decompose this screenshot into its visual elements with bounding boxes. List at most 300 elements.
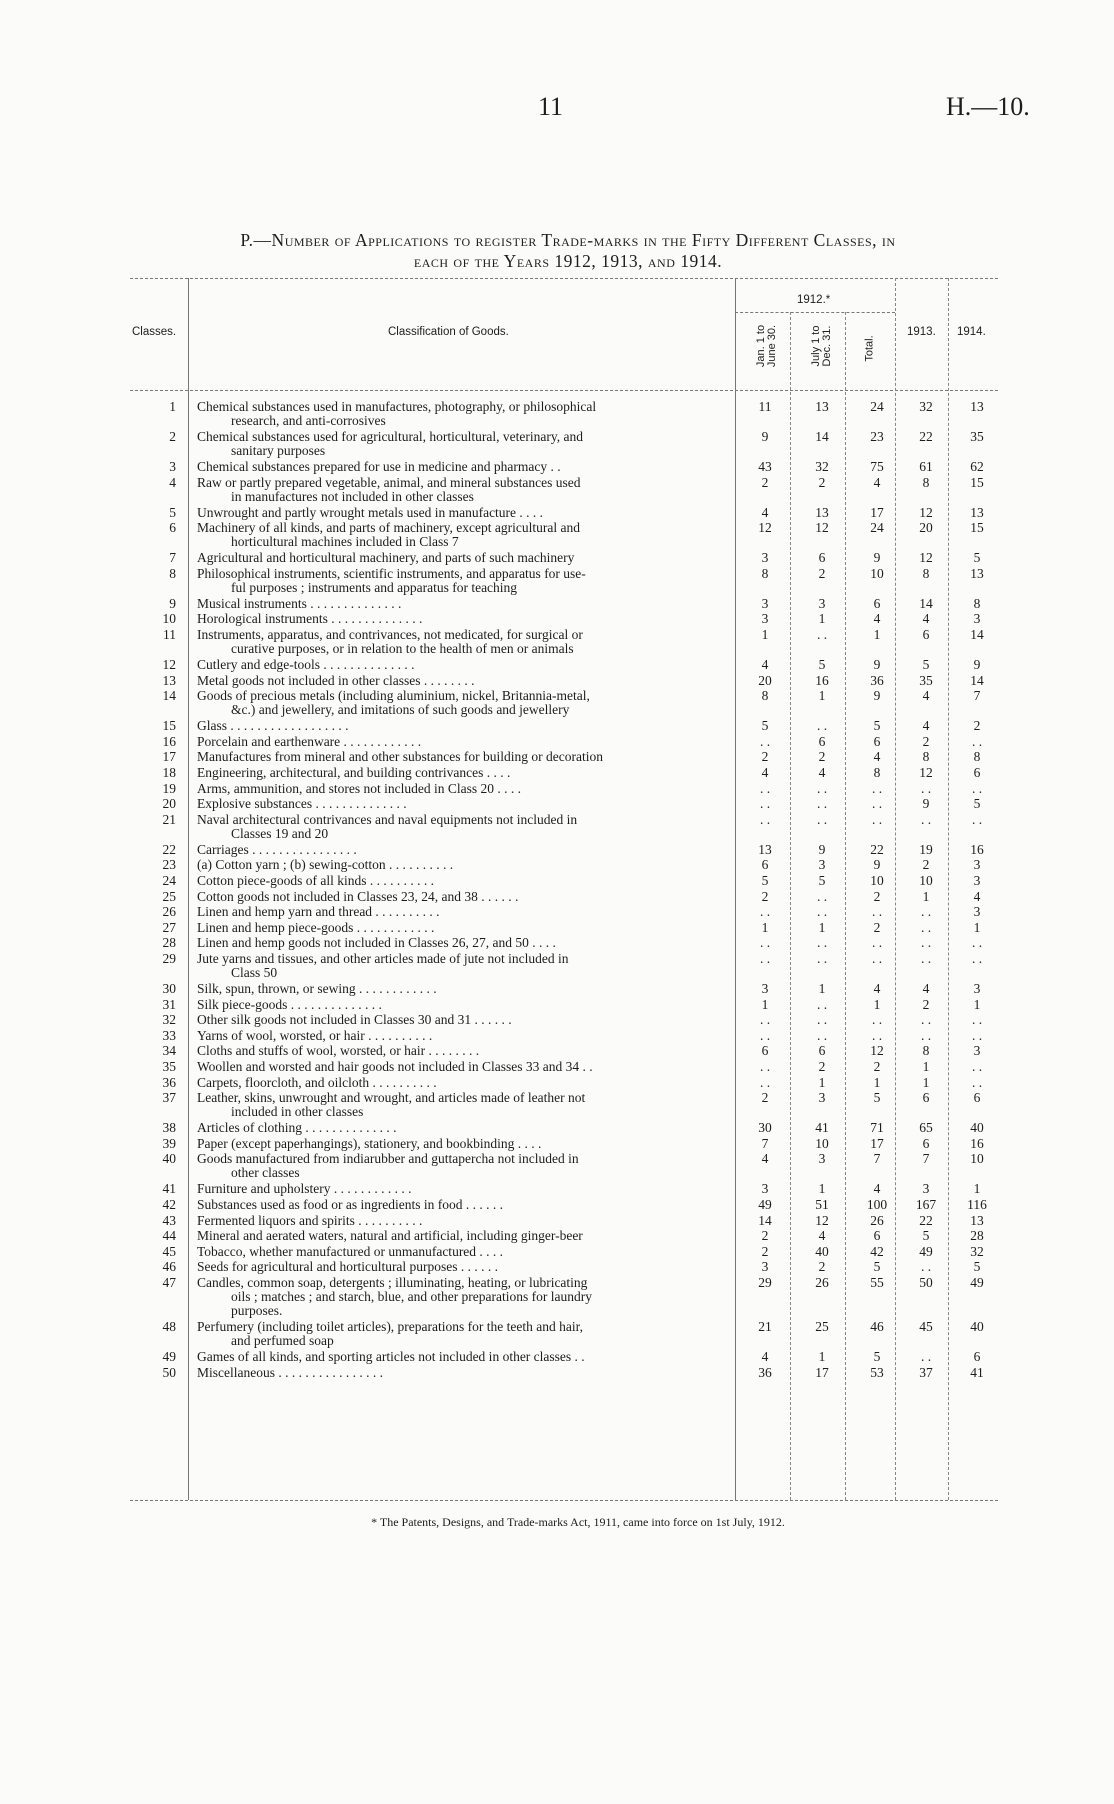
description-line: sanitary purposes xyxy=(231,443,326,458)
count-total-1912: 26 xyxy=(870,1212,884,1228)
count-total-1912: 42 xyxy=(870,1243,884,1259)
count-1914: 5 xyxy=(973,550,981,566)
count-jan-june-1912: . . xyxy=(759,904,771,920)
column-rule-1913 xyxy=(948,278,949,1500)
count-total-1912: 6 xyxy=(873,1228,881,1244)
class-description xyxy=(197,1060,731,1074)
count-1913: 1 xyxy=(922,1059,930,1074)
count-july-dec-1912: 1 xyxy=(818,1349,826,1365)
description-line: Paper (except paperhangings), stationery, and bookbinding . . . . xyxy=(197,1136,542,1151)
class-number: 44 xyxy=(162,1228,176,1244)
count-total-1912: 5 xyxy=(873,1259,881,1275)
count-1914: 13 xyxy=(970,399,984,414)
count-1914: 6 xyxy=(973,1349,981,1365)
count-july-dec-1912: . . xyxy=(816,996,828,1012)
count-total-1912: 12 xyxy=(870,1043,884,1059)
count-total-1912: 5 xyxy=(873,1349,881,1365)
count-total-1912: 55 xyxy=(870,1275,884,1290)
count-1913: 61 xyxy=(919,459,933,474)
count-total-1912: 24 xyxy=(870,399,884,414)
count-total-1912: 24 xyxy=(870,520,884,536)
count-1913: 2 xyxy=(922,996,930,1012)
count-1914: . . xyxy=(971,780,983,796)
count-1914: . . xyxy=(971,1059,983,1074)
table-title xyxy=(128,230,1008,272)
class-description xyxy=(197,766,731,780)
count-july-dec-1912: 10 xyxy=(815,1135,829,1151)
description-line: Furniture and upholstery . . . . . . . . . . . . xyxy=(197,1182,412,1197)
count-1914: . . xyxy=(971,1074,983,1090)
count-1913: 14 xyxy=(919,595,933,611)
count-1914: 116 xyxy=(967,1197,987,1212)
count-jan-june-1912: 4 xyxy=(761,1349,769,1365)
class-description xyxy=(197,1229,731,1243)
count-1914: 8 xyxy=(973,749,981,765)
count-total-1912: 5 xyxy=(873,1090,881,1106)
description-line: Articles of clothing . . . . . . . . . . . . . . xyxy=(197,1121,397,1136)
table-bottom-rule xyxy=(130,1500,998,1501)
count-july-dec-1912: 2 xyxy=(818,1059,826,1074)
count-1913: 9 xyxy=(922,796,930,812)
count-1913: 8 xyxy=(922,749,930,765)
count-july-dec-1912: 3 xyxy=(818,1151,826,1167)
count-jan-june-1912: 49 xyxy=(758,1197,772,1212)
class-number: 50 xyxy=(162,1365,176,1380)
count-1914: 14 xyxy=(970,672,984,688)
class-number: 9 xyxy=(169,595,176,611)
title-line-2: each of the Years 1912, 1913, and 1914. xyxy=(413,251,723,271)
count-jan-june-1912: . . xyxy=(759,796,771,812)
count-jan-june-1912: . . xyxy=(759,951,771,966)
count-july-dec-1912: . . xyxy=(816,718,828,734)
count-july-dec-1912: 3 xyxy=(818,1090,826,1106)
count-total-1912: 9 xyxy=(873,550,881,566)
count-total-1912: 22 xyxy=(870,841,884,857)
class-description xyxy=(197,612,731,626)
class-description xyxy=(197,936,731,950)
description-line: Games of all kinds, and sporting articles not included in other classes . . xyxy=(197,1350,585,1365)
description-line: included in other classes xyxy=(231,1104,364,1120)
class-number: 34 xyxy=(162,1043,176,1059)
count-1913: 8 xyxy=(922,565,930,581)
class-description xyxy=(197,1152,731,1180)
count-1913: 35 xyxy=(919,672,933,688)
count-1913: 4 xyxy=(922,718,930,734)
page-number: 11 xyxy=(538,92,564,121)
class-number: 1 xyxy=(169,399,176,414)
description-line: Fermented liquors and spirits . . . . . . . . . . xyxy=(197,1213,423,1228)
class-number: 26 xyxy=(162,904,176,920)
description-line: ful purposes ; instruments and apparatus for teaching xyxy=(231,579,518,595)
description-line: Class 50 xyxy=(231,965,278,980)
count-jan-june-1912: 5 xyxy=(761,873,769,888)
class-description xyxy=(197,1198,731,1212)
class-description xyxy=(197,1013,731,1027)
count-july-dec-1912: 1 xyxy=(818,919,826,935)
count-1914: 4 xyxy=(973,888,981,904)
count-1913: . . xyxy=(920,935,932,951)
class-description xyxy=(197,658,731,672)
count-july-dec-1912: 25 xyxy=(815,1319,829,1335)
class-number: 14 xyxy=(162,688,176,704)
count-jan-june-1912: 1 xyxy=(761,919,769,935)
count-1913: 2 xyxy=(922,857,930,873)
count-1914: 1 xyxy=(973,919,981,935)
description-line: Arms, ammunition, and stores not included in Class 20 . . . . xyxy=(197,781,521,796)
count-july-dec-1912: 12 xyxy=(815,520,829,536)
count-total-1912: 8 xyxy=(873,765,881,780)
class-description xyxy=(197,858,731,872)
description-line: Chemical substances used in manufactures, photography, or philosophical xyxy=(197,400,597,414)
class-description xyxy=(197,874,731,888)
description-line: Musical instruments . . . . . . . . . . . . . . xyxy=(197,596,402,611)
count-july-dec-1912: 5 xyxy=(818,657,826,672)
count-1914: 3 xyxy=(973,1043,981,1059)
description-line: Tobacco, whether manufactured or unmanufactured . . . . xyxy=(197,1244,504,1259)
description-line: Naval architectural contrivances and naval equipments not included in xyxy=(197,812,578,827)
count-1914: 8 xyxy=(973,595,981,611)
count-july-dec-1912: . . xyxy=(816,780,828,796)
count-1914: 3 xyxy=(973,981,981,996)
count-1913: 167 xyxy=(915,1197,937,1212)
description-line: Mineral and aerated waters, natural and artificial, including ginger-beer xyxy=(197,1229,583,1244)
class-number: 21 xyxy=(162,811,176,827)
count-total-1912: 1 xyxy=(873,996,881,1012)
count-total-1912: 4 xyxy=(873,611,881,627)
class-number: 36 xyxy=(162,1074,176,1090)
class-description xyxy=(197,1091,731,1119)
count-total-1912: . . xyxy=(871,904,883,920)
count-1913: 8 xyxy=(922,474,930,490)
class-number: 24 xyxy=(162,873,176,888)
count-jan-june-1912: 4 xyxy=(761,657,769,672)
count-total-1912: 17 xyxy=(870,504,884,520)
class-description xyxy=(197,430,731,458)
count-july-dec-1912: 32 xyxy=(815,459,829,474)
header-1914: 1914. xyxy=(957,326,986,338)
count-total-1912: 9 xyxy=(873,657,881,672)
class-description xyxy=(197,506,731,520)
class-number: 48 xyxy=(162,1319,176,1335)
header-classification: Classification of Goods. xyxy=(388,326,509,338)
description-line: Substances used as food or as ingredients in food . . . . . . xyxy=(197,1198,503,1212)
description-line: research, and anti-corrosives xyxy=(231,413,386,428)
count-jan-june-1912: 14 xyxy=(758,1212,772,1228)
description-line: Silk piece-goods . . . . . . . . . . . . . . xyxy=(197,997,382,1012)
count-july-dec-1912: . . xyxy=(816,627,828,642)
count-total-1912: 71 xyxy=(870,1120,884,1136)
count-jan-june-1912: 5 xyxy=(761,718,769,734)
count-total-1912: 17 xyxy=(870,1135,884,1151)
count-jan-june-1912: 3 xyxy=(761,550,769,566)
description-line: Silk, spun, thrown, or sewing . . . . . . . . . . . . xyxy=(197,982,437,996)
description-line: Chemical substances used for agricultural, horticultural, veterinary, and xyxy=(197,430,583,444)
count-july-dec-1912: 6 xyxy=(818,733,826,749)
count-1914: 1 xyxy=(973,1181,981,1197)
class-number: 17 xyxy=(162,749,176,765)
description-line: Perfumery (including toilet articles), preparations for the teeth and hair, xyxy=(197,1320,583,1335)
description-line: (a) Cotton yarn ; (b) sewing-cotton . . . . . . . . . . xyxy=(197,858,454,873)
class-number: 3 xyxy=(169,459,176,474)
count-1914: . . xyxy=(971,951,983,966)
class-number: 15 xyxy=(162,718,176,734)
count-jan-june-1912: 3 xyxy=(761,611,769,627)
count-1913: 1 xyxy=(922,1074,930,1090)
count-july-dec-1912: 13 xyxy=(815,504,829,520)
count-total-1912: . . xyxy=(871,935,883,951)
count-1914: . . xyxy=(971,1012,983,1028)
count-july-dec-1912: 2 xyxy=(818,1259,826,1275)
count-1913: 4 xyxy=(922,688,930,704)
description-line: Linen and hemp goods not included in Classes 26, 27, and 50 . . . . xyxy=(197,936,556,951)
class-number: 11 xyxy=(163,627,176,642)
class-description xyxy=(197,1044,731,1058)
count-jan-june-1912: 4 xyxy=(761,504,769,520)
class-description xyxy=(197,750,731,764)
count-1913: . . xyxy=(920,951,932,966)
class-description xyxy=(197,400,731,428)
count-july-dec-1912: . . xyxy=(816,1027,828,1043)
description-line: Other silk goods not included in Classes 30 and 31 . . . . . . xyxy=(197,1013,512,1028)
class-number: 49 xyxy=(162,1349,176,1365)
count-jan-june-1912: 3 xyxy=(761,1181,769,1197)
count-1914: 6 xyxy=(973,765,981,780)
class-description xyxy=(197,597,731,611)
class-description xyxy=(197,1029,731,1043)
description-line: Leather, skins, unwrought and wrought, and articles made of leather not xyxy=(197,1091,586,1106)
count-jan-june-1912: . . xyxy=(759,811,771,827)
count-1913: 10 xyxy=(919,873,933,888)
count-1914: . . xyxy=(971,1027,983,1043)
class-description xyxy=(197,982,731,996)
description-line: Jute yarns and tissues, and other articles made of jute not included in xyxy=(197,952,569,966)
count-jan-june-1912: 30 xyxy=(758,1120,772,1136)
class-description xyxy=(197,782,731,796)
header-july-dec: July 1 to Dec. 31. xyxy=(810,325,833,367)
count-jan-june-1912: 29 xyxy=(758,1275,772,1290)
count-july-dec-1912: . . xyxy=(816,888,828,904)
count-1914: . . xyxy=(971,733,983,749)
class-description xyxy=(197,1137,731,1151)
count-total-1912: 2 xyxy=(873,919,881,935)
count-jan-june-1912: 9 xyxy=(761,429,769,444)
count-1914: 15 xyxy=(970,520,984,536)
count-total-1912: 2 xyxy=(873,888,881,904)
count-jan-june-1912: 2 xyxy=(761,1243,769,1259)
count-1913: 6 xyxy=(922,1135,930,1151)
count-1914: 3 xyxy=(973,904,981,920)
document-reference: H.—10. xyxy=(946,92,1030,121)
class-number: 35 xyxy=(162,1059,176,1074)
description-line: Candles, common soap, detergents ; illuminating, heating, or lubricating xyxy=(197,1276,588,1290)
description-line: Engineering, architectural, and building contrivances . . . . xyxy=(197,766,511,780)
count-july-dec-1912: 1 xyxy=(818,1181,826,1197)
count-total-1912: 9 xyxy=(873,688,881,704)
class-description xyxy=(197,813,731,841)
count-july-dec-1912: 3 xyxy=(818,857,826,873)
count-july-dec-1912: 9 xyxy=(818,841,826,857)
class-number: 18 xyxy=(162,765,176,780)
count-july-dec-1912: . . xyxy=(816,796,828,812)
count-jan-june-1912: 13 xyxy=(758,841,772,857)
count-july-dec-1912: . . xyxy=(816,951,828,966)
count-jan-june-1912: . . xyxy=(759,1074,771,1090)
description-line: horticultural machines included in Class 7 xyxy=(231,534,459,550)
count-jan-june-1912: 2 xyxy=(761,1228,769,1244)
count-total-1912: 5 xyxy=(873,718,881,734)
description-line: purposes. xyxy=(231,1303,283,1318)
class-number: 28 xyxy=(162,935,176,951)
count-jan-june-1912: 12 xyxy=(758,520,772,536)
class-number: 32 xyxy=(162,1012,176,1028)
description-line: Yarns of wool, worsted, or hair . . . . . . . . . . xyxy=(197,1028,433,1043)
description-line: Explosive substances . . . . . . . . . . . . . . xyxy=(197,797,407,812)
count-jan-june-1912: 36 xyxy=(758,1365,772,1380)
class-number: 20 xyxy=(162,796,176,812)
class-description xyxy=(197,1320,731,1348)
count-jan-june-1912: 6 xyxy=(761,1043,769,1059)
count-july-dec-1912: 2 xyxy=(818,474,826,490)
header-1912: 1912.* xyxy=(797,294,831,306)
count-1913: 22 xyxy=(919,1212,933,1228)
class-description xyxy=(197,1076,731,1090)
count-1913: . . xyxy=(920,919,932,935)
class-description xyxy=(197,735,731,749)
class-number: 5 xyxy=(169,504,176,520)
description-line: &c.) and jewellery, and imitations of such goods and jewellery xyxy=(231,702,570,718)
count-1913: 6 xyxy=(922,627,930,642)
count-1914: 13 xyxy=(970,504,984,520)
count-1913: 50 xyxy=(919,1275,933,1290)
count-jan-june-1912: 3 xyxy=(761,1259,769,1275)
count-july-dec-1912: 16 xyxy=(815,672,829,688)
description-line: Goods manufactured from indiarubber and guttapercha not included in xyxy=(197,1152,579,1167)
count-july-dec-1912: 1 xyxy=(818,981,826,996)
description-line: Unwrought and partly wrought metals used in manufacture . . . . xyxy=(197,505,544,520)
class-description xyxy=(197,1214,731,1228)
count-1913: 6 xyxy=(922,1090,930,1106)
count-july-dec-1912: 6 xyxy=(818,1043,826,1059)
class-number: 13 xyxy=(162,672,176,688)
title-line-1: P.—Number of Applications to register Trade-marks in the Fifty Different Classes, in xyxy=(240,230,896,250)
count-total-1912: . . xyxy=(871,1012,883,1028)
count-july-dec-1912: 1 xyxy=(818,688,826,704)
table-top-rule xyxy=(130,278,998,279)
count-1913: . . xyxy=(920,1012,932,1028)
description-line: Cotton piece-goods of all kinds . . . . . . . . . . xyxy=(197,874,434,888)
count-1913: . . xyxy=(920,1259,932,1275)
class-number: 46 xyxy=(162,1259,176,1275)
count-july-dec-1912: 4 xyxy=(818,1228,826,1244)
count-1913: 20 xyxy=(919,520,933,536)
count-1914: 5 xyxy=(973,796,981,812)
count-1914: 40 xyxy=(970,1120,984,1136)
count-1913: 2 xyxy=(922,733,930,749)
count-total-1912: . . xyxy=(871,951,883,966)
description-line: oils ; matches ; and starch, blue, and other preparations for laundry xyxy=(231,1289,593,1304)
count-jan-june-1912: 8 xyxy=(761,688,769,704)
count-1913: 8 xyxy=(922,1043,930,1059)
count-1913: . . xyxy=(920,1349,932,1365)
description-line: and perfumed soap xyxy=(231,1333,334,1349)
class-number: 23 xyxy=(162,857,176,873)
description-line: Philosophical instruments, scientific instruments, and apparatus for use- xyxy=(197,566,586,581)
count-total-1912: 36 xyxy=(870,672,884,688)
count-july-dec-1912: 1 xyxy=(818,611,826,627)
count-jan-june-1912: 43 xyxy=(758,459,772,474)
class-description xyxy=(197,628,731,656)
count-total-1912: 4 xyxy=(873,749,881,765)
count-total-1912: . . xyxy=(871,780,883,796)
description-line: Goods of precious metals (including aluminium, nickel, Britannia-metal, xyxy=(197,689,590,704)
count-july-dec-1912: 3 xyxy=(818,595,826,611)
header-classes: Classes. xyxy=(132,326,177,338)
header-total: Total. xyxy=(863,335,876,362)
class-number: 16 xyxy=(162,733,176,749)
class-number: 7 xyxy=(169,550,176,566)
count-jan-june-1912: . . xyxy=(759,935,771,951)
count-1914: 6 xyxy=(973,1090,981,1106)
class-number: 43 xyxy=(162,1212,176,1228)
year-1912-rule xyxy=(735,312,895,313)
count-1914: 13 xyxy=(970,1212,984,1228)
class-number: 8 xyxy=(169,565,176,581)
count-total-1912: 6 xyxy=(873,733,881,749)
description-line: Cutlery and edge-tools . . . . . . . . . . . . . . xyxy=(197,658,415,672)
count-total-1912: 2 xyxy=(873,1059,881,1074)
class-description xyxy=(197,1260,731,1274)
count-jan-june-1912: 6 xyxy=(761,857,769,873)
description-line: Chemical substances prepared for use in medicine and pharmacy . . xyxy=(197,460,561,474)
count-jan-june-1912: 20 xyxy=(758,672,772,688)
class-description xyxy=(197,1366,731,1380)
class-description xyxy=(197,476,731,504)
count-1914: 1 xyxy=(973,996,981,1012)
count-july-dec-1912: 2 xyxy=(818,565,826,581)
class-number: 2 xyxy=(169,429,176,444)
count-1913: 5 xyxy=(922,657,930,672)
class-description xyxy=(197,521,731,549)
class-description xyxy=(197,905,731,919)
description-line: Carriages . . . . . . . . . . . . . . . . xyxy=(197,842,357,857)
count-1913: 49 xyxy=(919,1243,933,1259)
count-july-dec-1912: 26 xyxy=(815,1275,829,1290)
description-line: Manufactures from mineral and other substances for building or decoration xyxy=(197,750,603,765)
class-description xyxy=(197,1276,731,1318)
class-number: 4 xyxy=(169,474,176,490)
count-jan-june-1912: . . xyxy=(759,1027,771,1043)
count-jan-june-1912: 3 xyxy=(761,595,769,611)
count-1914: 10 xyxy=(970,1151,984,1167)
count-total-1912: . . xyxy=(871,796,883,812)
count-1914: 3 xyxy=(973,873,981,888)
count-jan-june-1912: 4 xyxy=(761,765,769,780)
column-rule-jan xyxy=(790,312,791,1500)
count-jan-june-1912: 1 xyxy=(761,996,769,1012)
count-total-1912: 46 xyxy=(870,1319,884,1335)
class-number: 40 xyxy=(162,1151,176,1167)
class-description xyxy=(197,1121,731,1135)
count-1913: 4 xyxy=(922,981,930,996)
description-line: Instruments, apparatus, and contrivances, not medicated, for surgical or xyxy=(197,628,583,642)
count-jan-june-1912: . . xyxy=(759,733,771,749)
class-description xyxy=(197,551,731,565)
header-bottom-rule xyxy=(130,390,998,391)
count-july-dec-1912: 13 xyxy=(815,399,829,414)
description-line: Classes 19 and 20 xyxy=(231,825,329,841)
count-1914: . . xyxy=(971,811,983,827)
class-number: 6 xyxy=(169,520,176,536)
